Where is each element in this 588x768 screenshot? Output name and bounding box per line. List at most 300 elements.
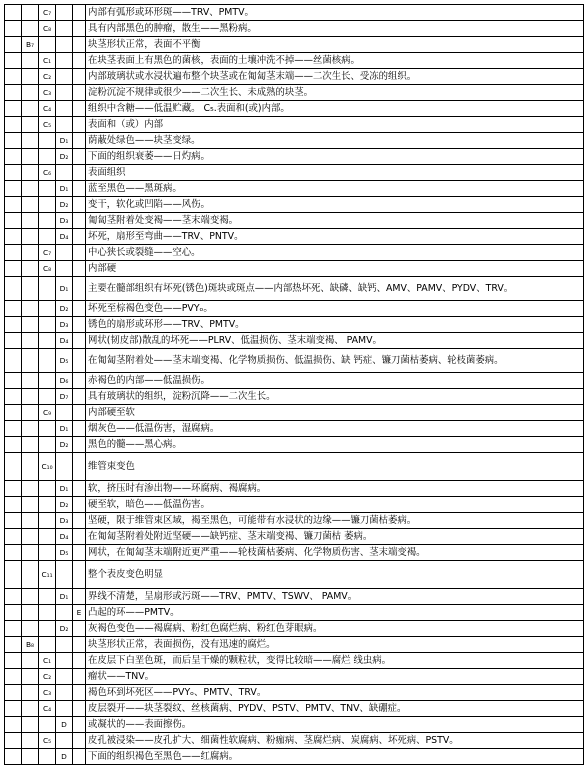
empty-cell (5, 197, 22, 213)
empty-cell (22, 197, 39, 213)
key-description: 瘤状——TNV。 (86, 669, 584, 685)
empty-cell (73, 497, 86, 513)
key-description: 中心狭长或裂缝——空心。 (86, 245, 584, 261)
empty-cell (73, 133, 86, 149)
empty-cell (22, 733, 39, 749)
key-row (5, 69, 584, 85)
key-row (5, 481, 584, 497)
key-row (5, 717, 584, 733)
empty-cell (22, 213, 39, 229)
empty-cell (73, 405, 86, 421)
key-description: 在匍匐茎附着处附近坚硬——缺钙症、茎末端变褐、镰刀菌枯 萎病。 (86, 529, 584, 545)
empty-cell (5, 317, 22, 333)
empty-cell (73, 481, 86, 497)
empty-cell (22, 181, 39, 197)
empty-cell (73, 561, 86, 589)
empty-cell (73, 421, 86, 437)
key-row (5, 301, 584, 317)
key-row (5, 277, 584, 301)
empty-cell (22, 349, 39, 373)
key-code: C₃ (39, 85, 56, 101)
key-row (5, 373, 584, 389)
key-code: D₃ (56, 317, 73, 333)
key-code: D₁ (56, 589, 73, 605)
empty-cell (39, 389, 56, 405)
key-code: C₁₁ (39, 561, 56, 589)
empty-cell (5, 545, 22, 561)
empty-cell (39, 717, 56, 733)
empty-cell (56, 653, 73, 669)
key-description: 网状(韧皮部)散乱的坏死——PLRV、低温损伤、茎末端变褐、 PAMV。 (86, 333, 584, 349)
empty-cell (73, 685, 86, 701)
key-code: C₆ (39, 165, 56, 181)
empty-cell (73, 229, 86, 245)
key-code: D₂ (56, 197, 73, 213)
key-row (5, 405, 584, 421)
key-code: D₁ (56, 481, 73, 497)
empty-cell (5, 733, 22, 749)
empty-cell (22, 561, 39, 589)
key-row (5, 497, 584, 513)
empty-cell (5, 701, 22, 717)
empty-cell (5, 621, 22, 637)
empty-cell (22, 605, 39, 621)
empty-cell (39, 621, 56, 637)
empty-cell (73, 589, 86, 605)
empty-cell (39, 149, 56, 165)
empty-cell (22, 53, 39, 69)
empty-cell (5, 685, 22, 701)
key-row (5, 669, 584, 685)
key-code: D₂ (56, 621, 73, 637)
empty-cell (5, 37, 22, 53)
empty-cell (73, 117, 86, 133)
key-row (5, 101, 584, 117)
key-row (5, 213, 584, 229)
empty-cell (56, 605, 73, 621)
key-row (5, 53, 584, 69)
key-description: 网状，在匍匐茎末端附近更严重——轮枝菌枯萎病、化学物质伤害、茎末端变褐。 (86, 545, 584, 561)
empty-cell (39, 181, 56, 197)
empty-cell (5, 561, 22, 589)
empty-cell (73, 277, 86, 301)
empty-cell (5, 261, 22, 277)
key-code: D₄ (56, 229, 73, 245)
key-code: C₁₀ (39, 453, 56, 481)
empty-cell (73, 637, 86, 653)
key-code: D (56, 717, 73, 733)
empty-cell (56, 85, 73, 101)
empty-cell (39, 513, 56, 529)
key-row (5, 513, 584, 529)
key-code: C₇ (39, 5, 56, 21)
empty-cell (22, 669, 39, 685)
empty-cell (39, 133, 56, 149)
key-row (5, 261, 584, 277)
empty-cell (39, 437, 56, 453)
key-description: 内部有弧形或环形斑——TRV、PMTV。 (86, 5, 584, 21)
key-description: 坚硬，限于维管束区域，褐至黑色，可能带有水浸状的边缘——镰刀菌枯萎病。 (86, 513, 584, 529)
empty-cell (39, 317, 56, 333)
empty-cell (56, 561, 73, 589)
empty-cell (73, 701, 86, 717)
empty-cell (56, 69, 73, 85)
key-row (5, 637, 584, 653)
empty-cell (73, 181, 86, 197)
key-description: 界线不清楚，呈扇形或污斑——TRV、PMTV、TSWV、 PAMV。 (86, 589, 584, 605)
key-description: 内部硬 (86, 261, 584, 277)
empty-cell (73, 53, 86, 69)
empty-cell (56, 117, 73, 133)
key-description: 凸起的环——PMTV。 (86, 605, 584, 621)
empty-cell (56, 733, 73, 749)
key-code: C₈ (39, 21, 56, 37)
empty-cell (22, 453, 39, 481)
empty-cell (22, 421, 39, 437)
key-row (5, 165, 584, 181)
empty-cell (22, 405, 39, 421)
empty-cell (22, 5, 39, 21)
empty-cell (39, 37, 56, 53)
key-code: D₂ (56, 437, 73, 453)
key-row (5, 545, 584, 561)
key-code: C₉ (39, 405, 56, 421)
empty-cell (39, 481, 56, 497)
key-code: D₄ (56, 529, 73, 545)
empty-cell (73, 669, 86, 685)
empty-cell (39, 349, 56, 373)
key-row (5, 149, 584, 165)
key-code: D₁ (56, 421, 73, 437)
empty-cell (5, 669, 22, 685)
key-code: D₆ (56, 373, 73, 389)
empty-cell (73, 197, 86, 213)
empty-cell (5, 437, 22, 453)
key-code: D₅ (56, 545, 73, 561)
key-description: 表面组织 (86, 165, 584, 181)
key-code: C₁ (39, 653, 56, 669)
empty-cell (73, 717, 86, 733)
empty-cell (22, 621, 39, 637)
key-description: 在块茎表面上有黑色的菌核，表面的土壤冲洗不掉——丝菌核病。 (86, 53, 584, 69)
empty-cell (56, 669, 73, 685)
key-row (5, 133, 584, 149)
key-description: 匍匐茎附着处变褐——茎末端变褐。 (86, 213, 584, 229)
key-description: 表面和（或）内部 (86, 117, 584, 133)
key-code: D₂ (56, 301, 73, 317)
key-row (5, 605, 584, 621)
empty-cell (5, 181, 22, 197)
empty-cell (22, 513, 39, 529)
empty-cell (22, 389, 39, 405)
empty-cell (39, 421, 56, 437)
empty-cell (56, 5, 73, 21)
empty-cell (22, 717, 39, 733)
empty-cell (39, 373, 56, 389)
empty-cell (5, 529, 22, 545)
key-row (5, 197, 584, 213)
key-row (5, 421, 584, 437)
empty-cell (22, 101, 39, 117)
empty-cell (39, 277, 56, 301)
key-row (5, 589, 584, 605)
key-description: 软，挤压时有渗出物——环腐病、褐腐病。 (86, 481, 584, 497)
empty-cell (22, 149, 39, 165)
empty-cell (73, 69, 86, 85)
empty-cell (73, 165, 86, 181)
key-code: C₇ (39, 245, 56, 261)
key-description: 具有玻璃状的组织，淀粉沉降——二次生长。 (86, 389, 584, 405)
empty-cell (22, 301, 39, 317)
key-row (5, 349, 584, 373)
empty-cell (5, 229, 22, 245)
empty-cell (5, 301, 22, 317)
key-row (5, 561, 584, 589)
empty-cell (39, 301, 56, 317)
key-row (5, 229, 584, 245)
empty-cell (22, 261, 39, 277)
key-code: E (73, 605, 86, 621)
empty-cell (73, 621, 86, 637)
empty-cell (5, 245, 22, 261)
key-code: C₅ (39, 117, 56, 133)
empty-cell (22, 21, 39, 37)
empty-cell (5, 333, 22, 349)
empty-cell (22, 117, 39, 133)
key-description: 淀粉沉淀不规律或很少——二次生长、未成熟的块茎。 (86, 85, 584, 101)
empty-cell (22, 749, 39, 765)
key-description: 蓝至黑色——黑斑病。 (86, 181, 584, 197)
empty-cell (22, 69, 39, 85)
empty-cell (73, 317, 86, 333)
key-row (5, 453, 584, 481)
empty-cell (56, 245, 73, 261)
empty-cell (39, 497, 56, 513)
key-code: B₈ (22, 637, 39, 653)
empty-cell (5, 589, 22, 605)
key-description: 坏死，扇形至弯曲——TRV、PNTV。 (86, 229, 584, 245)
empty-cell (39, 589, 56, 605)
key-description: 维管束变色 (86, 453, 584, 481)
empty-cell (22, 229, 39, 245)
empty-cell (5, 133, 22, 149)
empty-cell (22, 437, 39, 453)
empty-cell (56, 685, 73, 701)
empty-cell (5, 749, 22, 765)
empty-cell (5, 717, 22, 733)
identification-key-table (4, 4, 584, 765)
empty-cell (5, 405, 22, 421)
key-code: C₃ (39, 685, 56, 701)
key-code: D₇ (56, 389, 73, 405)
empty-cell (22, 277, 39, 301)
empty-cell (22, 545, 39, 561)
empty-cell (56, 701, 73, 717)
key-description: 荫蔽处绿色——块茎变绿。 (86, 133, 584, 149)
key-code: C₄ (39, 701, 56, 717)
key-code: B₇ (22, 37, 39, 53)
empty-cell (73, 21, 86, 37)
empty-cell (22, 373, 39, 389)
empty-cell (22, 481, 39, 497)
empty-cell (56, 453, 73, 481)
key-row (5, 529, 584, 545)
empty-cell (5, 349, 22, 373)
key-description: 锈色的扇形或环形——TRV、PMTV。 (86, 317, 584, 333)
empty-cell (56, 405, 73, 421)
empty-cell (22, 529, 39, 545)
empty-cell (39, 605, 56, 621)
key-code: D₃ (56, 213, 73, 229)
empty-cell (73, 85, 86, 101)
empty-cell (5, 69, 22, 85)
key-description: 变干，软化或凹陷——风伤。 (86, 197, 584, 213)
key-description: 块茎形状正常，表面不平衡 (86, 37, 584, 53)
key-row (5, 621, 584, 637)
key-code: D₂ (56, 497, 73, 513)
empty-cell (22, 333, 39, 349)
key-row (5, 437, 584, 453)
key-description: 皮层裂开——块茎裂纹、丝核菌病、PYDV、PSTV、PMTV、TNV、缺硼症。 (86, 701, 584, 717)
key-code: D₁ (56, 133, 73, 149)
empty-cell (56, 165, 73, 181)
key-row (5, 85, 584, 101)
key-code: D (56, 749, 73, 765)
empty-cell (5, 5, 22, 21)
key-description: 块茎形状正常，表面损伤，没有迅速的腐烂。 (86, 637, 584, 653)
key-row (5, 653, 584, 669)
empty-cell (5, 421, 22, 437)
empty-cell (73, 37, 86, 53)
empty-cell (39, 197, 56, 213)
empty-cell (5, 85, 22, 101)
empty-cell (22, 245, 39, 261)
empty-cell (73, 261, 86, 277)
key-description: 下面的组织褐色至黑色——红腐病。 (86, 749, 584, 765)
empty-cell (5, 117, 22, 133)
empty-cell (73, 149, 86, 165)
key-code: D₁ (56, 277, 73, 301)
key-table-body (5, 5, 584, 765)
empty-cell (73, 245, 86, 261)
empty-cell (73, 733, 86, 749)
key-row (5, 117, 584, 133)
key-code: D₄ (56, 333, 73, 349)
empty-cell (73, 453, 86, 481)
key-row (5, 333, 584, 349)
empty-cell (56, 637, 73, 653)
empty-cell (73, 545, 86, 561)
key-row (5, 181, 584, 197)
empty-cell (73, 5, 86, 21)
empty-cell (73, 101, 86, 117)
empty-cell (22, 165, 39, 181)
empty-cell (5, 53, 22, 69)
empty-cell (5, 213, 22, 229)
key-description: 坏死至棕褐色变色——PVYₒ。 (86, 301, 584, 317)
key-description: 下面的组织衰萎——日灼病。 (86, 149, 584, 165)
empty-cell (73, 389, 86, 405)
empty-cell (73, 333, 86, 349)
empty-cell (22, 589, 39, 605)
empty-cell (39, 333, 56, 349)
empty-cell (5, 513, 22, 529)
empty-cell (39, 637, 56, 653)
key-code: D₁ (56, 181, 73, 197)
key-description: 整个表皮变色明显 (86, 561, 584, 589)
empty-cell (56, 53, 73, 69)
empty-cell (73, 373, 86, 389)
key-description: 组织中含糖——低温贮藏。 C₅.表面和(或)内部。 (86, 101, 584, 117)
empty-cell (5, 497, 22, 513)
key-row (5, 21, 584, 37)
key-code: D₅ (56, 349, 73, 373)
empty-cell (73, 513, 86, 529)
empty-cell (73, 529, 86, 545)
empty-cell (5, 21, 22, 37)
empty-cell (22, 653, 39, 669)
key-row (5, 733, 584, 749)
key-description: 具有内部黑色的肿瘤，散生——黑粉病。 (86, 21, 584, 37)
empty-cell (5, 653, 22, 669)
key-description: 或凝状的——表面擦伤。 (86, 717, 584, 733)
empty-cell (73, 653, 86, 669)
key-code: D₃ (56, 513, 73, 529)
empty-cell (73, 301, 86, 317)
key-code: C₅ (39, 733, 56, 749)
key-code: C₁ (39, 53, 56, 69)
empty-cell (56, 21, 73, 37)
empty-cell (22, 317, 39, 333)
empty-cell (39, 749, 56, 765)
key-row (5, 685, 584, 701)
key-code: C₈ (39, 261, 56, 277)
empty-cell (73, 749, 86, 765)
key-row (5, 389, 584, 405)
empty-cell (39, 213, 56, 229)
empty-cell (5, 149, 22, 165)
key-description: 黑色的髓——黑心病。 (86, 437, 584, 453)
key-code: D₂ (56, 149, 73, 165)
empty-cell (22, 133, 39, 149)
key-description: 赤褐色的内部——低温损伤。 (86, 373, 584, 389)
empty-cell (5, 637, 22, 653)
empty-cell (5, 605, 22, 621)
empty-cell (39, 229, 56, 245)
empty-cell (56, 261, 73, 277)
empty-cell (39, 545, 56, 561)
empty-cell (22, 685, 39, 701)
empty-cell (22, 85, 39, 101)
empty-cell (5, 101, 22, 117)
key-description: 主要在髓部组织有坏死(锈色)斑块或斑点——内部热坏死、缺磷、缺钙、AMV、PAMV、PYDV、TRV。 (86, 277, 584, 301)
key-description: 在皮层下白垩色斑，而后呈干燥的颗粒状，变得比较暗——腐烂 线虫病。 (86, 653, 584, 669)
empty-cell (39, 529, 56, 545)
empty-cell (73, 349, 86, 373)
empty-cell (5, 373, 22, 389)
empty-cell (22, 497, 39, 513)
key-description: 内部硬至软 (86, 405, 584, 421)
key-row (5, 245, 584, 261)
empty-cell (5, 277, 22, 301)
empty-cell (5, 453, 22, 481)
key-code: C₂ (39, 69, 56, 85)
key-description: 内部玻璃状或水浸状遍布整个块茎或在匍匐茎末端——二次生长、受冻的组织。 (86, 69, 584, 85)
empty-cell (73, 213, 86, 229)
key-description: 在匍匐茎附着处——茎末端变褐、化学物质损伤、低温损伤、缺 钙症、镰刀菌枯萎病、轮枝菌萎病。 (86, 349, 584, 373)
key-code: C₄ (39, 101, 56, 117)
empty-cell (56, 101, 73, 117)
